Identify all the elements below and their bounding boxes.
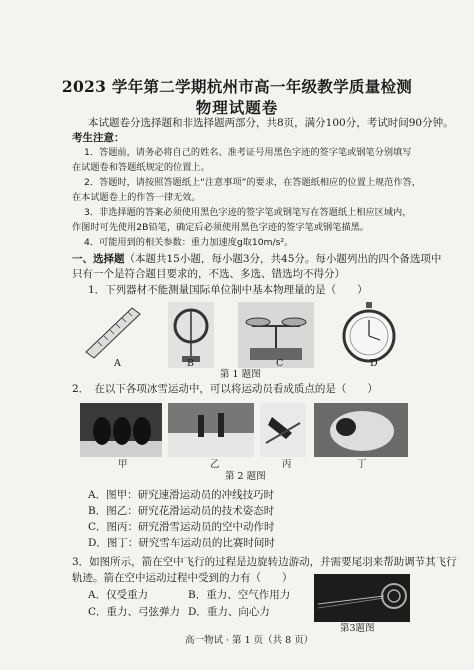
figure-caption: 第 2 题图 <box>225 471 266 482</box>
note-line: 1．答题前，请务必将自己的姓名、准考证号用黑色字迹的签字笔或钢笔分别填写 <box>84 147 412 158</box>
ski-jump-photo <box>260 403 306 457</box>
exam-subtitle: 物理试题卷 <box>195 98 279 117</box>
q2-figures <box>80 403 410 459</box>
intro-line: 本试题卷分选择题和非选择题两部分，共8页，满分100分，考试时间90分钟。 <box>88 117 454 129</box>
option-label: B <box>187 358 194 369</box>
note-line: 2．答题时，请按照答题纸上“注意事项”的要求，在答题纸相应的位置上规范作答， <box>84 177 421 188</box>
photo-label: 丁 <box>357 459 367 470</box>
option-label: C <box>276 358 284 369</box>
ruler-image <box>86 308 140 358</box>
notice-title: 考生注意： <box>72 132 125 144</box>
photo-label: 甲 <box>118 459 128 470</box>
exam-title: 2023 学年第二学期杭州市高一年级教学质量检测 <box>61 77 413 96</box>
page-footer: 高一物试 · 第 1 页（共 8 页） <box>185 635 314 646</box>
question-stem: 3．如图所示，箭在空中飞行的过程是边旋转边游动，并需要尾羽来帮助调节其飞行 <box>72 556 457 568</box>
photo-label: 乙 <box>210 459 220 470</box>
section-heading-line <box>72 252 441 266</box>
answer-option: B．图乙：研究花滑运动员的技术姿态时 <box>88 505 275 517</box>
figure-caption: 第3题图 <box>340 623 375 634</box>
option-label: D <box>370 358 378 369</box>
answer-option: A．图甲：研究速滑运动员的冲线技巧时 <box>88 489 275 501</box>
section-heading: 一、选择题 <box>72 253 125 265</box>
arrow-target-photo <box>314 574 410 622</box>
answer-option: D．重力、向心力 <box>188 606 270 618</box>
answer-option: C．重力、弓弦弹力 <box>88 606 181 618</box>
note-line: 在试题卷和答题纸规定的位置上。 <box>72 162 210 173</box>
note-line: 作图时可先使用2B铅笔，确定后必须使用黑色字迹的签字笔或钢笔描黑。 <box>72 222 369 233</box>
question-stem: 2． 在以下各项冰雪运动中，可以将运动员看成质点的是（ ） <box>72 383 378 395</box>
section-desc: （本题共15小题，每小题3分，共45分。每小题列出的四个备选项中 <box>124 253 442 265</box>
question-stem: 轨迹。箭在空中运动过程中受到的力有（ ） <box>72 572 293 584</box>
figure-skating-photo <box>168 403 254 457</box>
answer-option: D．图丁：研究雪车运动员的比赛时间时 <box>88 537 275 549</box>
note-line: 在本试题卷上的作答一律无效。 <box>72 192 201 203</box>
question-stem: 1．下列器材不能测量国际单位制中基本物理量的是（ ） <box>88 284 368 296</box>
note-line: 4．可能用到的相关参数：重力加速度g取10m/s²。 <box>84 237 294 248</box>
option-label: A <box>114 358 121 369</box>
figure-caption: 第 1 题图 <box>220 369 261 380</box>
answer-option: B．重力、空气作用力 <box>188 589 291 601</box>
answer-option: C．图丙：研究滑雪运动员的空中动作时 <box>88 521 275 533</box>
section-desc: 只有一个是符合题目要求的，不选、多选、错选均不得分） <box>72 268 345 280</box>
bobsleigh-photo <box>314 403 408 457</box>
speed-skating-photo <box>80 403 162 457</box>
answer-option: A．仅受重力 <box>88 589 149 601</box>
note-line: 3．非选择题的答案必须使用黑色字迹的签字笔或钢笔写在答题纸上相应区域内， <box>84 207 412 218</box>
photo-label: 丙 <box>282 459 292 470</box>
q1-figures <box>80 300 400 370</box>
stopwatch-image <box>344 302 394 361</box>
